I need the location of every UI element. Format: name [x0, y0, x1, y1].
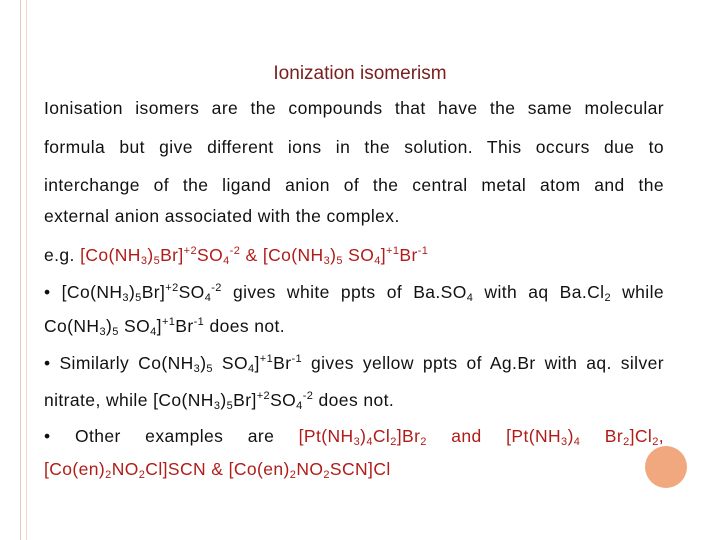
bullet-1-line-1: • $[Co(NH_3)_5Br]^{+2}SO_4^{-2}$ gives white ppts of $Ba.SO_4$ with aq $Ba.Cl_2$ while: [44, 282, 664, 304]
example-line: [44, 245, 664, 267]
eg-prefix: e.g.: [44, 245, 81, 265]
intro-line-3: interchange of the ligand anion of the central metal atom and the: [44, 175, 664, 195]
bullet-1-line-2: $Co(NH_3)_5$ $SO_4]^{+1}Br^{-1}$ does not.: [44, 316, 286, 338]
bullet-3-line-1: • Other examples are $[Pt(NH_3)_4Cl_2]Br_2$ and [$Pt(NH_3)_4$ $Br_2]Cl_2$,: [44, 426, 664, 448]
bullet-3-formula-1: $[Pt(NH_3)_4Cl_2]Br_2$: [298, 426, 427, 448]
intro-line-4: external anion associated with the complex.: [44, 206, 400, 226]
bullet-2-line-2: nitrate, while $[Co(NH_3)_5Br]^{+2}SO_4^{-2}$ does not.: [44, 390, 395, 412]
bullet-3-formula-2: [$Pt(NH_3)_4$ $Br_2]Cl_2$,: [506, 426, 664, 448]
bullet-3-line-2: $[Co(en)_2NO_2Cl]SCN$ & $[Co(en)_2NO_2SCN]Cl$: [44, 459, 391, 481]
formula-2: [$Co(NH_3)_5$ $SO_4]^{+1}Br^{-1}$: [262, 245, 429, 267]
intro-line-2: formula but give different ions in the solution. This occurs due to: [44, 137, 664, 157]
intro-line-1: Ionisation isomers are the compounds that have the same molecular: [44, 98, 664, 118]
slide-title: Ionization isomerism: [273, 63, 447, 84]
bullet-1-formula: • $[Co(NH_3)_5Br]^{+2}SO_4^{-2}$: [44, 282, 222, 304]
bullet-2-line-1: • Similarly $Co(NH_3)_5$ $SO_4]^{+1}Br^{-1}$ gives yellow ppts of Ag.Br with aq. silver: [44, 353, 664, 375]
formula-1: $[Co(NH_3)_5Br]^{+2}SO_4^{-2}$: [80, 245, 241, 267]
amp-separator: &: [240, 245, 263, 265]
